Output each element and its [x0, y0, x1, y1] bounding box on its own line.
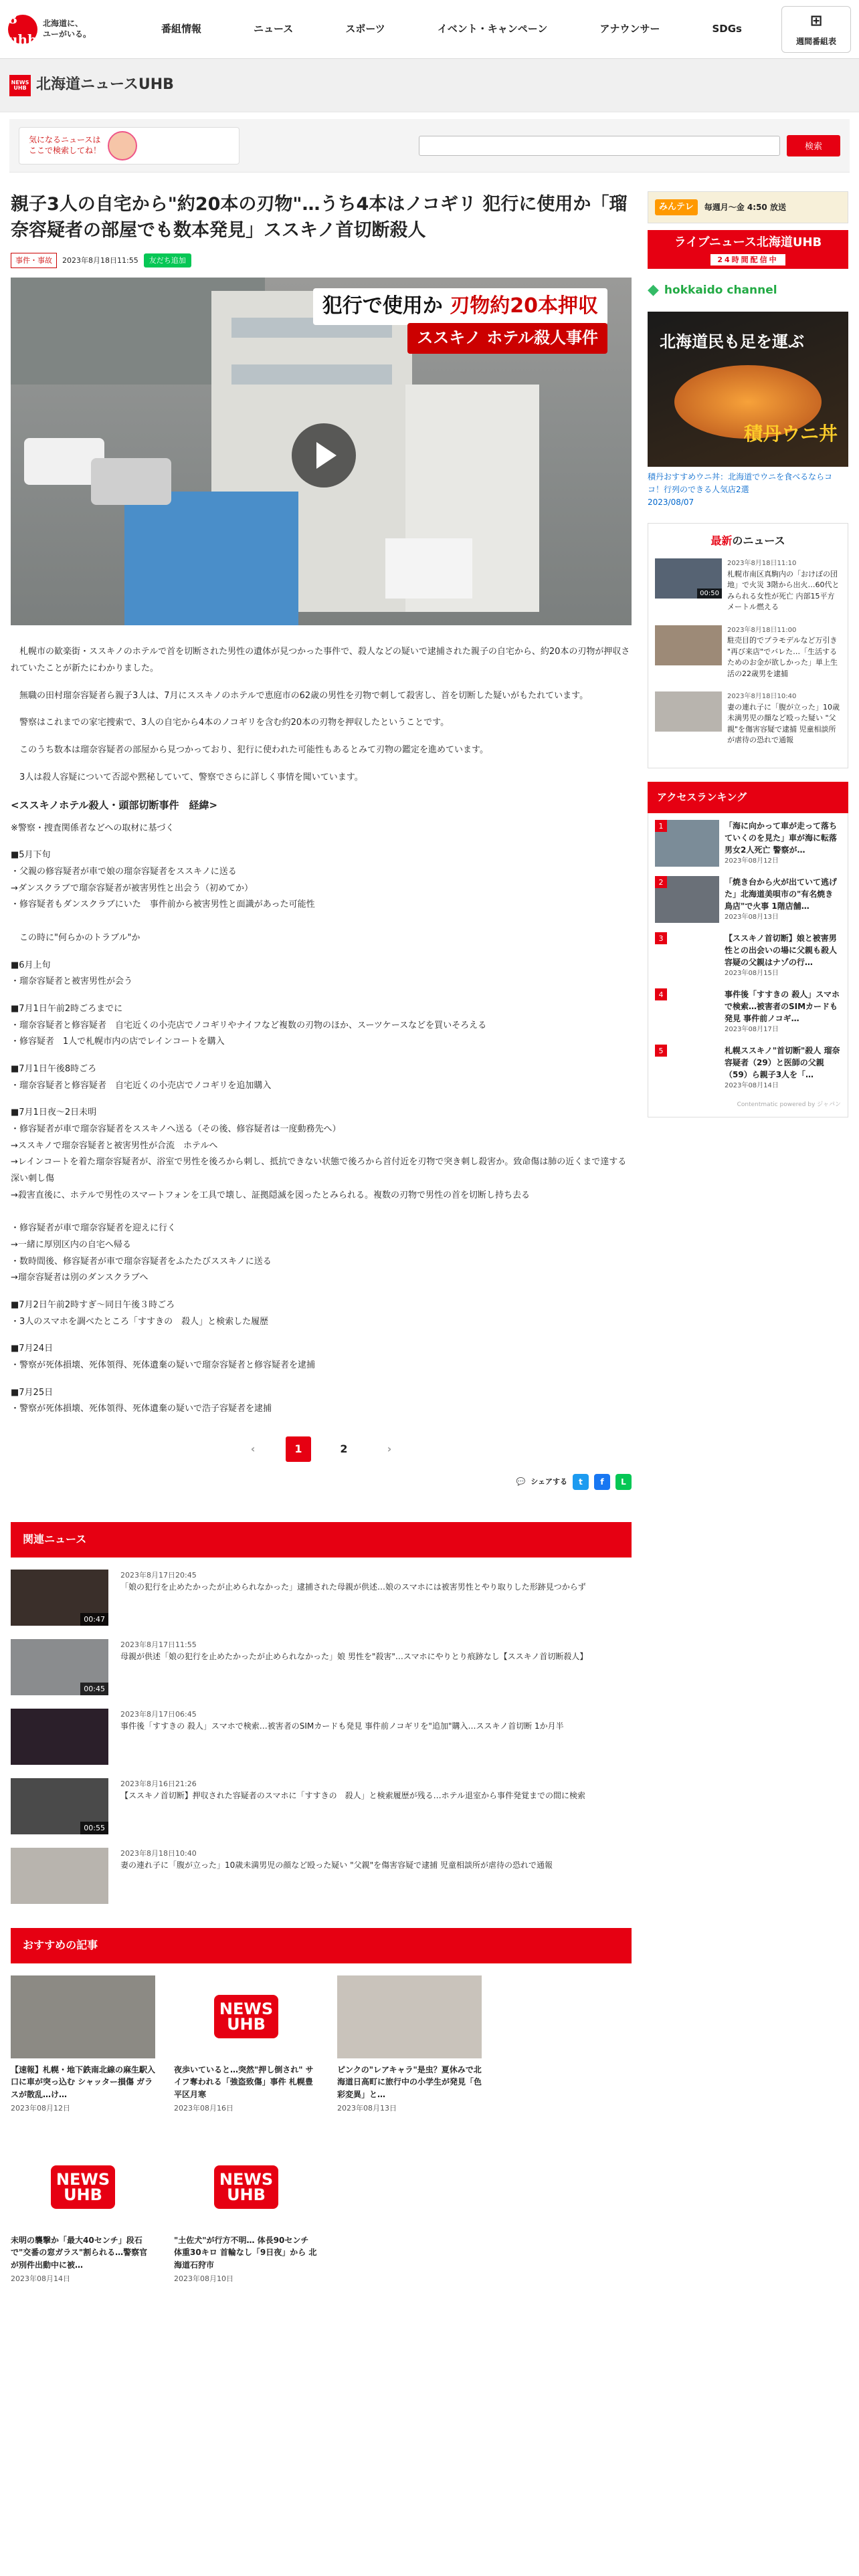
timeline-line: ・数時間後、修容疑者が車で瑠奈容疑者をふたたびススキノに送る	[11, 1256, 272, 1267]
search-banner[interactable]	[19, 127, 240, 165]
rank-number: 1	[655, 820, 667, 832]
powered-by: Contentmatic powered by ジャパン	[737, 1101, 841, 1109]
pagination	[11, 1436, 632, 1462]
ranking-item[interactable]	[655, 820, 841, 867]
nav-item[interactable]: 番組情報	[161, 22, 202, 35]
latest-news-item[interactable]	[655, 558, 841, 613]
ranking-title: 【ススキノ首切断】娘と被害男性との出会いの場に父親も殺人容疑の父親はナゾの行…	[725, 934, 838, 968]
related-title: 妻の連れ子に「腹が立った」10歳未満男児の顔など殴った疑い "父親"を傷害容疑で逮捕 児童相談所が虐待の恐れで通報	[120, 1860, 553, 1870]
ranking-item[interactable]	[655, 932, 841, 979]
timeline-line: ・修容疑者 1人で札幌市内の店でレインコートを購入	[11, 1037, 225, 1047]
timeline-date: ■7月1日午後8時ごろ	[11, 1063, 97, 1074]
timeline-entry	[11, 1001, 632, 1051]
page-2-button[interactable]: 2	[340, 1442, 348, 1455]
latest-news-box	[648, 523, 848, 768]
timeline-date: ■6月上旬	[11, 960, 51, 970]
logo-tagline: 北海道に、 ユーがいる。	[43, 18, 92, 39]
video-caption-main	[313, 288, 607, 325]
news-uhb-mark: NEWS UHB	[9, 75, 31, 96]
ranking-title: 「海に向かって車が走って落ちていくのを見た」車が海に転落 男女2人死亡 警察が…	[725, 821, 838, 855]
timeline-line: →レインコートを着た瑠奈容疑者が、浴室で男性を後ろから刺し、抵抗できない状態で後ろから首付近を刃物で突き刺し殺害か。致命傷は肺の近くまで達する深い刺し傷	[11, 1157, 627, 1184]
hokkaido-channel-icon: ◆	[648, 281, 659, 298]
sidebar	[648, 191, 848, 2298]
article-paragraph: 3人は殺人容疑について否認や黙秘していて、警察でさらに詳しく事情を聞いています。	[11, 772, 363, 782]
timeline-line: →瑠奈容疑者は別のダンスクラブへ	[11, 1273, 149, 1283]
ranking-heading: アクセスランキング	[648, 782, 848, 813]
live-sub: 24時間配信中	[710, 254, 785, 265]
timeline-line: この時に"何らかのトラブル"か	[11, 932, 140, 943]
recommended-image	[174, 2146, 318, 2229]
related-text	[120, 1778, 585, 1834]
timeline-line: ・修容疑者が車で瑠奈容疑者をススキノへ送る（その後、修容疑者は一度動務先へ）	[11, 1124, 341, 1135]
page-1-button[interactable]: 1	[286, 1436, 311, 1462]
recommended-title: "土佐犬"が行方不明… 体長90センチ 体重30キロ 首輪なし「9日夜」から 北海道石狩市	[174, 2235, 317, 2270]
related-item[interactable]	[11, 1778, 632, 1834]
twitter-icon[interactable]: t	[573, 1474, 589, 1490]
rank-number: 4	[655, 988, 667, 1000]
timeline-line: ・3人のスマホを調べたところ「すすきの 殺人」と検索した履歴	[11, 1316, 269, 1327]
recommended-date: 2023年08月14日	[11, 2274, 70, 2283]
ranking-date: 2023年08月15日	[725, 970, 779, 978]
related-thumbnail	[11, 1709, 108, 1765]
ranking-item[interactable]	[655, 876, 841, 923]
latest-heading-red: 最新	[710, 534, 733, 547]
article-paragraph: 無職の田村瑠奈容疑者ら親子3人は、7月にススキノのホテルで恵庭市の62歳の男性を刃物で刺して殺害し、首を切断した疑いがもたれています。	[11, 690, 589, 701]
recommended-image	[11, 1975, 155, 2058]
related-date: 2023年8月17日11:55	[120, 1640, 197, 1649]
search-input[interactable]	[419, 136, 780, 156]
latest-thumbnail	[655, 691, 722, 732]
nav-item[interactable]: スポーツ	[345, 22, 385, 35]
ranking-title: 「焼き台から火が出ていて逃げた」北海道美唄市の"有名焼き鳥店"で火事 1階店舗…	[725, 877, 838, 911]
article-video[interactable]	[11, 278, 632, 625]
latest-title: 駐売目的でプラモデルなど万引き "再び来店"でバレた…「生活するためのお金が欲しかった」単上生活の22歳男を逮捕	[727, 636, 838, 678]
latest-title: 妻の連れ子に「腹が立った」10歳未満男児の顔など殴った疑い "父親"を傷害容疑で逮捕 児童相談所が虐待の恐れで通報	[727, 702, 840, 745]
recommended-date: 2023年08月10日	[174, 2274, 233, 2283]
article-paragraph: 警察はこれまでの家宅捜索で、3人の自宅から4本のノコギリを含む約20本の刃物を押収したということです。	[11, 718, 450, 728]
recommended-card[interactable]	[11, 1975, 155, 2114]
article-paragraph: このうち数本は瑠奈容疑者の部屋から見つかっており、犯行に使われた可能性もあるとみて刃物の鑑定を進めています。	[11, 745, 488, 756]
related-item[interactable]	[11, 1709, 632, 1765]
ranking-title: 事件後「すすきの 殺人」スマホで検索…被害者のSIMカードも発見 事件前ノコギ…	[725, 990, 840, 1024]
timeline-line: ・瑠奈容疑者と被害男性が会う	[11, 976, 133, 987]
timeline-entry	[11, 1341, 632, 1374]
video-duration: 00:55	[80, 1822, 108, 1834]
timeline-line: ・警察が死体損壊、死体領得、死体遺棄の疑いで浩子容疑者を逮捕	[11, 1404, 272, 1414]
ranking-title: 札幌ススキノ"首切断"殺人 瑠奈容疑者（29）と医師の父親（59）ら親子3人を「…	[725, 1046, 840, 1080]
timeline-entry	[11, 1061, 632, 1094]
ranking-date: 2023年08月14日	[725, 1082, 779, 1090]
article-main	[11, 191, 632, 2298]
recommended-card[interactable]	[174, 2146, 318, 2284]
hokkaido-channel-label: hokkaido channel	[664, 283, 777, 297]
latest-date: 2023年8月18日10:40	[727, 693, 797, 701]
recommended-grid	[11, 1975, 632, 2298]
timeline-line: ・父親の修容疑者が車で娘の瑠奈容疑者をススキノに送る	[11, 867, 237, 877]
latest-heading	[655, 533, 841, 550]
timeline-line: ・修容疑者もダンスクラブにいた 事件前から被害男性と面識があった可能性	[11, 899, 315, 910]
timeline-line: →ススキノで瑠奈容疑者と被害男性が合流 ホテルへ	[11, 1140, 218, 1151]
ranking-date: 2023年08月17日	[725, 1026, 779, 1034]
timeline-line: ・瑠奈容疑者と修容疑者 自宅近くの小売店でノコギリやナイフなど複数の刃物のほか、スーツケースなどを買いそろえる	[11, 1020, 487, 1031]
related-heading: 関連ニュース	[11, 1522, 632, 1558]
timeline-date: ■7月2日午前2時すぎ～同日午後３時ごろ	[11, 1299, 175, 1310]
timeline-line: →ダンスクラブで瑠奈容疑者が被害男性と出会う（初めてか）	[11, 883, 254, 893]
related-title: 【ススキノ首切断】押収された容疑者のスマホに「すすきの 殺人」と検索履歴が残る…ホテル退室から事件発覚までの間に検索	[120, 1790, 586, 1800]
logo-mark: 8 uhb	[8, 10, 37, 47]
timeline-entry	[11, 1297, 632, 1330]
prev-page-button[interactable]: ‹	[250, 1442, 256, 1455]
recommended-card[interactable]	[337, 1975, 482, 2114]
live-title: ライブニュース北海道UHB	[674, 235, 822, 250]
article-date: 2023年8月18日11:55	[62, 256, 138, 265]
timeline-date: ■5月下旬	[11, 850, 51, 861]
uni-date: 2023/08/07	[648, 498, 694, 508]
ranking-text	[725, 932, 841, 979]
mintele-sub: 毎週月～金 4:50 放送	[704, 202, 786, 212]
recommended-title: 未明の襲撃か「最大40センチ」段石で"交番の窓ガラス"割られる…警察官が別件出動中に被…	[11, 2235, 148, 2270]
category-badge[interactable]: 事件・事故	[11, 253, 57, 268]
ranking-text	[725, 988, 841, 1035]
latest-text	[727, 625, 841, 680]
hokkaido-channel-banner[interactable]	[648, 277, 848, 304]
weekly-tv-button[interactable]	[781, 6, 851, 53]
news-brand-band	[0, 59, 859, 112]
article-title: 親子3人の自宅から"約20本の刃物"…うち4本はノコギリ 犯行に使用か「瑠奈容疑者の部屋でも数本発見」ススキノ首切断殺人	[11, 194, 628, 241]
news-uhb-badge-icon: NEWS UHB	[51, 2165, 115, 2210]
related-text	[120, 1848, 553, 1904]
mascot-icon	[108, 131, 137, 160]
line-icon[interactable]: L	[615, 1474, 632, 1490]
latest-title: 札幌市南区真駒内の「おけぼの団地」で火災 3階から出火…60代とみられる女性が死亡 内部15平方メートル燃える	[727, 569, 840, 612]
ranking-text	[725, 820, 841, 867]
caption-main-red: 刃物約20本押収	[450, 294, 598, 318]
mintele-logo: みんテレ	[655, 199, 698, 215]
related-thumbnail	[11, 1639, 108, 1695]
related-item[interactable]	[11, 1570, 632, 1626]
share-label: シェアする	[531, 1477, 567, 1487]
timeline-date: ■7月1日午前2時ごろまでに	[11, 1003, 123, 1014]
related-title: 事件後「すすきの 殺人」スマホで検索…被害者のSIMカードも発見 事件前ノコギリを"追加"購入…ススキノ首切断 1か月半	[120, 1721, 564, 1731]
nav-item[interactable]: ニュース	[254, 22, 294, 35]
ranking-text	[725, 876, 841, 923]
related-text	[120, 1639, 587, 1695]
video-duration: 00:50	[697, 588, 722, 599]
top-nav	[135, 21, 781, 37]
recommended-title: ピンクの"レアキャラ"是虫？夏休みで北海道日高町に旅行中の小学生が発見「色彩変異」と…	[337, 2064, 482, 2099]
weekly-tv-label: 週間番組表	[795, 37, 836, 47]
related-date: 2023年8月16日21:26	[120, 1779, 197, 1788]
timeline-entry	[11, 958, 632, 990]
news-uhb-logo[interactable]	[9, 74, 174, 96]
ranking-item[interactable]	[655, 1045, 841, 1091]
recommended-date: 2023年08月12日	[11, 2103, 70, 2113]
latest-news-item[interactable]	[655, 625, 841, 680]
latest-date: 2023年8月18日11:10	[727, 560, 797, 568]
uni-banner[interactable]	[648, 312, 848, 467]
timeline-line: →殺害直後に、ホテルで男性のスマートフォンを工具で壊し、証拠隠滅を図ったとみられる。複数の刃物で男性の首を切断し持ち去る	[11, 1190, 530, 1200]
live-news-banner[interactable]	[648, 230, 848, 269]
recommended-image	[174, 1975, 318, 2058]
related-thumbnail	[11, 1848, 108, 1904]
timeline-entry	[11, 1385, 632, 1418]
news-uhb-badge-icon: NEWS UHB	[214, 1995, 278, 2039]
nav-item[interactable]: イベント・キャンペーン	[437, 22, 548, 35]
nav-item[interactable]: アナウンサー	[599, 22, 660, 35]
play-icon[interactable]	[292, 423, 356, 488]
timeline-line: →一緒に厚別区内の自宅へ帰る	[11, 1239, 131, 1250]
related-thumbnail	[11, 1778, 108, 1834]
uni-sub: 積丹ウニ丼	[743, 422, 838, 445]
search-button[interactable]: 検索	[787, 135, 840, 156]
facebook-icon[interactable]: f	[594, 1474, 610, 1490]
line-add-friend-button[interactable]: 友だち追加	[144, 253, 191, 267]
global-header	[0, 0, 859, 59]
recommended-date: 2023年08月13日	[337, 2103, 397, 2113]
timeline-line: ・瑠奈容疑者と修容疑者 自宅近くの小売店でノコギリを追加購入	[11, 1080, 272, 1091]
related-date: 2023年8月17日06:45	[120, 1709, 197, 1719]
caption-main-text: 犯行で使用か	[322, 294, 443, 318]
ranking-box	[648, 813, 848, 1117]
search-bar	[9, 119, 850, 173]
share-bar	[11, 1474, 632, 1490]
related-text	[120, 1709, 564, 1765]
rank-number: 5	[655, 1045, 667, 1057]
mintele-banner[interactable]	[648, 191, 848, 223]
recommended-date: 2023年08月16日	[174, 2103, 233, 2113]
article-body	[11, 644, 632, 1418]
related-item[interactable]	[11, 1848, 632, 1904]
nav-item[interactable]: SDGs	[712, 22, 742, 35]
related-thumbnail	[11, 1570, 108, 1626]
ranking-item[interactable]	[655, 988, 841, 1035]
recommended-image	[337, 1975, 482, 2058]
ranking-date: 2023年08月12日	[725, 857, 779, 865]
related-date: 2023年8月18日10:40	[120, 1848, 197, 1858]
article-paragraph: 札幌市の歓楽街・ススキノのホテルで首を切断された男性の遺体が見つかった事件で、殺人などの疑いで逮捕された親子の自宅から、約20本の刃物が押収されていたことが新たにわかりました。	[11, 647, 630, 674]
speech-icon: 💬	[516, 1477, 526, 1487]
uhb-logo[interactable]	[8, 10, 135, 47]
latest-text	[727, 691, 841, 746]
timeline-note: ※警察・捜査関係者などへの取材に基づく	[11, 823, 175, 833]
related-title: 母親が供述「娘の犯行を止めたかったが止められなかった」娘 男性を"殺害"…スマホにやりとり痕跡なし【ススキノ首切断殺人】	[120, 1651, 588, 1661]
recommended-title: 夜歩いていると…突然"押し倒され" サイフ奪われる「強盗致傷」事件 札幌豊平区月寒	[174, 2064, 314, 2099]
timeline-date: ■7月1日夜～2日未明	[11, 1107, 97, 1118]
timeline-entry	[11, 1105, 632, 1287]
timeline-line: ・修容疑者が車で瑠奈容疑者を迎えに行く	[11, 1223, 177, 1234]
search-banner-text: 気になるニュースは ここで検索してね！	[29, 134, 102, 155]
latest-thumbnail	[655, 625, 722, 665]
related-list	[11, 1570, 632, 1904]
rank-number: 2	[655, 876, 667, 888]
latest-news-item[interactable]	[655, 691, 841, 746]
latest-text	[727, 558, 841, 613]
related-title: 「娘の犯行を止めたかったが止められなかった」逮捕された母親が供述…娘のスマホには被害男性とやり取りした形跡見つからず	[120, 1582, 586, 1592]
related-item[interactable]	[11, 1639, 632, 1695]
ranking-text	[725, 1045, 841, 1091]
recommended-card[interactable]	[174, 1975, 318, 2114]
recommended-heading: おすすめの記事	[11, 1928, 632, 1963]
news-uhb-badge-icon: NEWS UHB	[214, 2165, 278, 2210]
uni-caption[interactable]: 積丹おすすめウニ丼：北海道でウニを食べるならココ！行列のできる人気店2選	[648, 472, 833, 495]
uni-title: 北海道民も足を運ぶ	[660, 332, 804, 351]
rank-number: 3	[655, 932, 667, 944]
video-duration: 00:47	[80, 1613, 108, 1626]
video-duration: 00:45	[80, 1683, 108, 1695]
news-uhb-name: 北海道ニュースUHB	[36, 76, 174, 94]
latest-thumbnail	[655, 558, 722, 599]
timeline-heading: <ススキノホテル殺人・頭部切断事件 経緯>	[11, 799, 218, 812]
ranking-date: 2023年08月13日	[725, 914, 779, 922]
timeline-line: ・警察が死体損壊、死体領得、死体遺棄の疑いで瑠奈容疑者と修容疑者を逮捕	[11, 1360, 316, 1370]
grid-icon: ⊞	[809, 13, 823, 30]
related-date: 2023年8月17日20:45	[120, 1570, 197, 1580]
timeline-date: ■7月25日	[11, 1387, 54, 1398]
recommended-image	[11, 2146, 155, 2229]
recommended-card[interactable]	[11, 2146, 155, 2284]
related-text	[120, 1570, 586, 1626]
latest-date: 2023年8月18日11:00	[727, 626, 797, 634]
video-caption-sub: ススキノ ホテル殺人事件	[407, 323, 607, 353]
next-page-button[interactable]: ›	[387, 1442, 392, 1455]
timeline-entry	[11, 847, 632, 946]
timeline-date: ■7月24日	[11, 1344, 54, 1354]
recommended-title: 【速報】札幌・地下鉄南北線の麻生駅入口に車が突っ込む シャッター損傷 ガラスが散乱…け…	[11, 2064, 155, 2099]
latest-heading-rest: のニュース	[732, 534, 785, 547]
